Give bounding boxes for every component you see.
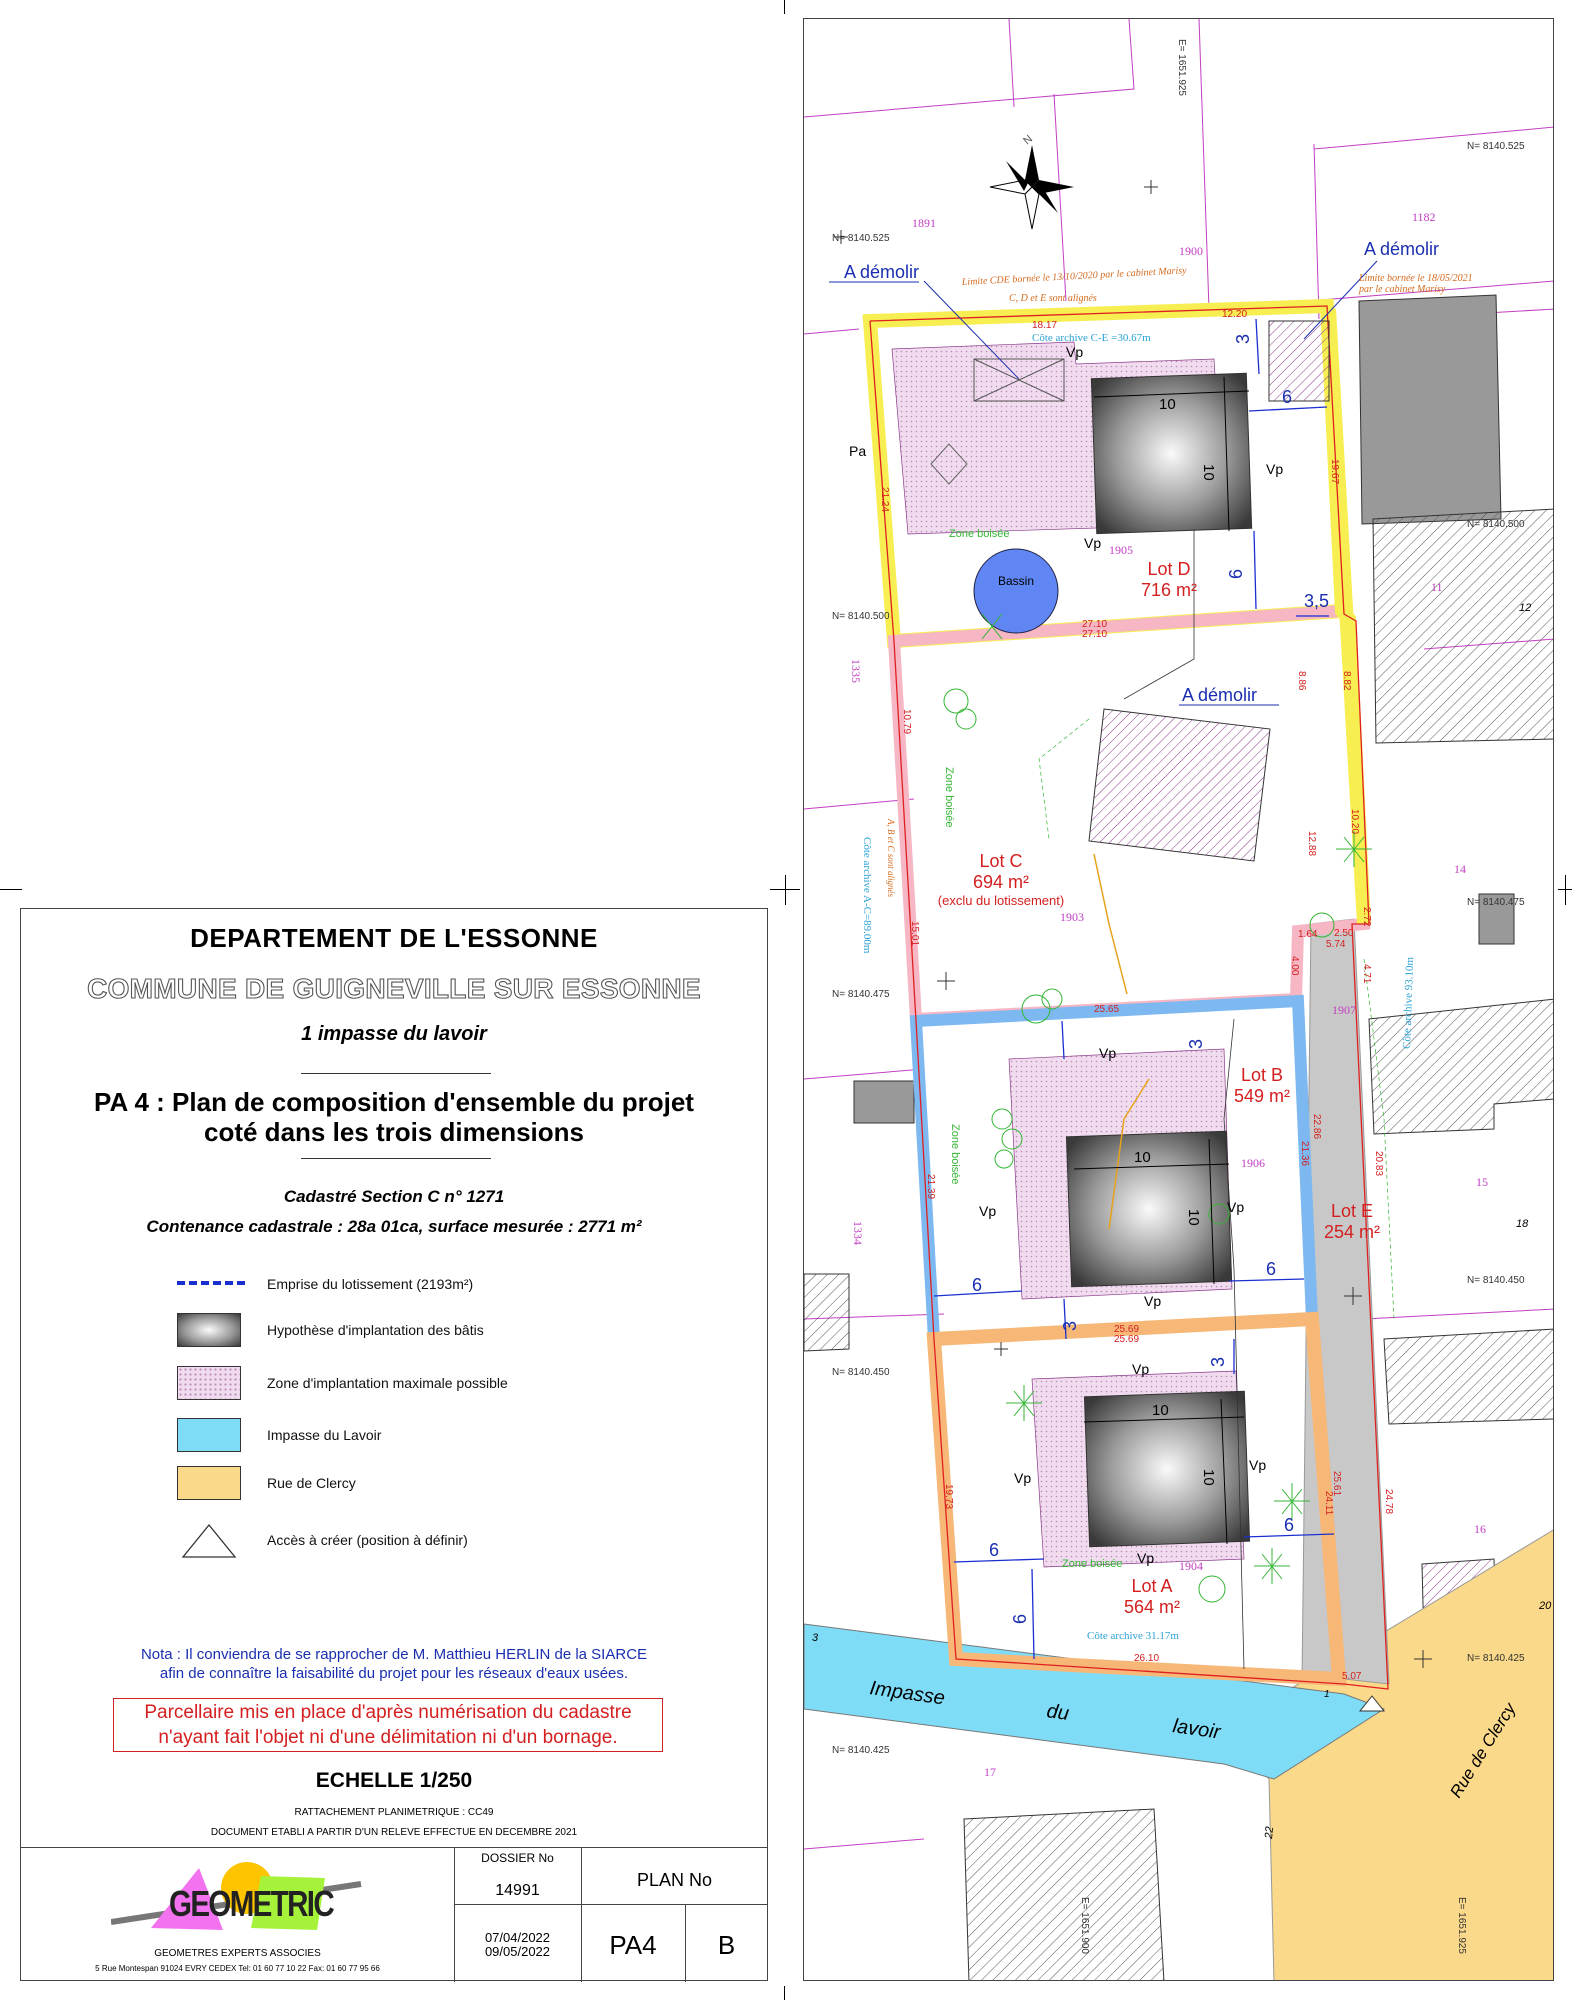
warning-line1: Parcellaire mis en place d'après numérisation du cadastre <box>144 1702 632 1723</box>
parcel-number: 1905 <box>1109 543 1133 557</box>
dim-red: 12.20 <box>1222 309 1248 320</box>
legend-swatch-rue <box>177 1466 241 1500</box>
document-note: DOCUMENT ETABLI A PARTIR D'UN RELEVE EFFECTUE EN DECEMBRE 2021 <box>210 1827 578 1838</box>
zone-boisee-label: Zone boisée <box>943 767 955 828</box>
vp-label: Vp <box>1132 1361 1150 1377</box>
parcel-number: 1906 <box>1241 1156 1265 1170</box>
archive-label: Côte archive C-E =30.67m <box>1032 332 1151 344</box>
dim-red: 22.86 <box>1311 1114 1322 1140</box>
setback-value: 6 <box>1010 1613 1030 1624</box>
vp-label: Vp <box>1066 344 1084 360</box>
lot-a-name: Lot A <box>1131 1576 1173 1596</box>
grid-label: N= 8140.525 <box>1467 141 1525 152</box>
dim-red: 25.69 <box>1114 1324 1140 1335</box>
dimension-value: 10 <box>1200 1469 1217 1486</box>
archive-label: Côte archive A-C=89.00m <box>861 837 873 954</box>
dim-red: 18.17 <box>1032 320 1058 331</box>
legend-item <box>157 1313 757 1349</box>
grid-label: N= 8140.500 <box>832 611 890 622</box>
crop-mark <box>1565 875 1566 905</box>
plan-title <box>21 1087 767 1147</box>
dim-red: 12.88 <box>1306 831 1317 857</box>
compass-north-label: N <box>1021 132 1036 148</box>
plan-title-line1: PA 4 : Plan de composition d'ensemble du projet <box>94 1087 694 1117</box>
divider <box>301 1073 491 1074</box>
dim-red: 21.39 <box>925 1174 936 1200</box>
limit-label: C, D et E sont alignés <box>1009 293 1097 304</box>
setback-value: 6 <box>1282 387 1293 407</box>
dimension-value: 10 <box>1152 1402 1169 1419</box>
grid-label: N= 8140.425 <box>1467 1653 1525 1664</box>
limit-label: par le cabinet Marisy <box>1359 284 1446 295</box>
grid-label: N= 8140.475 <box>1467 897 1525 908</box>
setback-value: 6 <box>1284 1515 1295 1535</box>
setback-value: 3 <box>1186 1038 1206 1049</box>
vp-label: Vp <box>1137 1550 1155 1566</box>
parcel-number: 3 <box>812 1632 819 1644</box>
warning-line2: n'ayant fait l'objet ni d'une délimitation ni d'un bornage. <box>158 1727 618 1748</box>
legend-label: Emprise du lotissement (2193m²) <box>267 1276 474 1292</box>
warning-box <box>113 1698 663 1752</box>
grid-label: E= 1651.925 <box>1176 39 1187 96</box>
dossier-label: DOSSIER No <box>481 1851 554 1865</box>
legend-item <box>157 1418 757 1454</box>
site-plan-drawing <box>804 19 1554 1981</box>
crop-mark <box>784 1986 785 2000</box>
parcel-number: 1182 <box>1412 210 1436 224</box>
legend-swatch-impasse <box>177 1418 241 1452</box>
pa-label: Pa <box>849 443 867 459</box>
parcel-number: 1907 <box>1332 1003 1356 1017</box>
parcel-number: 15 <box>1476 1175 1488 1189</box>
lot-e-name: Lot E <box>1330 1201 1374 1221</box>
scale-label: ECHELLE 1/250 <box>315 1769 473 1792</box>
parcel-number: 18 <box>1516 1218 1529 1230</box>
limit-label: A, B et C sont alignés <box>886 819 896 897</box>
logo-text: GEOMETRIC <box>169 1883 334 1924</box>
date-1: 07/04/2022 <box>484 1930 551 1945</box>
commune-title: COMMUNE DE GUIGNEVILLE SUR ESSONNE <box>87 973 701 1004</box>
dim-red: 21.36 <box>1299 1141 1310 1167</box>
legend-item <box>157 1523 757 1559</box>
dim-red: 15.01 <box>909 921 920 947</box>
dim-red: 5.74 <box>1326 939 1346 950</box>
lot-c-area: 694 m² <box>972 872 1030 892</box>
dim-red: 25.61 <box>1331 1471 1342 1497</box>
dim-red: 10.20 <box>1349 809 1360 835</box>
street-impasse-3: lavoir <box>1171 1715 1222 1744</box>
rattachement-note: RATTACHEMENT PLANIMETRIQUE : CC49 <box>294 1807 494 1818</box>
dim-red: 4.71 <box>1361 964 1372 984</box>
parcel-number: 20 <box>1539 1600 1552 1612</box>
dim-red: 24.11 <box>1323 1491 1334 1516</box>
dim-red: 25.69 <box>1114 1334 1140 1345</box>
vp-label: Vp <box>1099 1045 1117 1061</box>
vp-label: Vp <box>1014 1470 1032 1486</box>
contenance-line: Contenance cadastrale : 28a 01ca, surface mesurée : 2771 m² <box>146 1217 642 1236</box>
grid-label: N= 8140.425 <box>832 1745 890 1756</box>
dimension-value: 10 <box>1159 396 1176 413</box>
crop-mark <box>785 875 786 905</box>
setback-value: 6 <box>1266 1259 1277 1279</box>
nota-line1: Nota : Il conviendra de se rapprocher de M. Matthieu HERLIN de la SIARCE <box>140 1646 648 1663</box>
lot-b-name: Lot B <box>1240 1065 1284 1085</box>
setback-value: 3 <box>1060 1320 1080 1331</box>
dim-red: 27.10 <box>1082 619 1108 630</box>
dim-red: 27.10 <box>1082 629 1108 640</box>
legend-label: Accès à créer (position à définir) <box>267 1532 468 1548</box>
setback-value: 3,5 <box>1304 591 1330 611</box>
legend-item <box>157 1366 757 1402</box>
setback-value: 3 <box>1208 1356 1228 1367</box>
setback-value: 6 <box>972 1275 983 1295</box>
legend-swatch-triangle-icon <box>181 1523 237 1559</box>
crop-mark <box>784 0 785 14</box>
parcel-number: 1900 <box>1179 244 1203 258</box>
parcel-number: 22 <box>1263 1826 1277 1840</box>
legend-label: Zone d'implantation maximale possible <box>267 1375 508 1391</box>
zone-boisee-label: Zone boisée <box>949 1124 961 1185</box>
parcel-number: 17 <box>984 1765 996 1779</box>
zone-boisee-label: Zone boisée <box>949 528 1010 540</box>
dimension-value: 10 <box>1185 1209 1202 1226</box>
vp-label: Vp <box>1227 1199 1245 1215</box>
vp-label: Vp <box>1084 535 1102 551</box>
demolish-label: A démolir <box>844 262 920 282</box>
vp-label: Vp <box>1249 1457 1267 1473</box>
plan-label: PLAN No <box>636 1870 713 1890</box>
dim-red: 2.72 <box>1361 907 1372 927</box>
nota-note <box>21 1645 767 1683</box>
setback-value: 6 <box>1226 568 1246 579</box>
dim-red: 26.10 <box>1134 1653 1160 1664</box>
legend-label: Hypothèse d'implantation des bâtis <box>267 1322 484 1338</box>
dimension-value: 10 <box>1134 1149 1151 1166</box>
lot-e-area: 254 m² <box>1323 1222 1381 1242</box>
parcel-number: 1335 <box>849 659 863 683</box>
address-line: 1 impasse du lavoir <box>301 1023 487 1045</box>
parcel-number: 1334 <box>851 1221 865 1245</box>
dim-red: 21.24 <box>879 487 890 513</box>
lot-b-area: 549 m² <box>1233 1086 1291 1106</box>
demolish-label: A démolir <box>1364 239 1440 259</box>
legend-item <box>157 1267 757 1303</box>
archive-label: Côte archive 31.17m <box>1087 1630 1179 1642</box>
lot-d-name: Lot D <box>1147 559 1191 579</box>
dimension-value: 10 <box>1200 464 1217 481</box>
vp-label: Vp <box>1144 1293 1162 1309</box>
parcel-number: 12 <box>1519 602 1532 614</box>
legend-item <box>157 1466 757 1502</box>
grid-label: E= 1651.900 <box>1079 1897 1090 1954</box>
vp-label: Vp <box>979 1203 997 1219</box>
dim-red: 4.00 <box>1289 956 1300 976</box>
setback-value: 3 <box>1233 333 1253 344</box>
parcel-number: 1904 <box>1179 1559 1203 1573</box>
dim-red: 1.64 <box>1298 929 1318 940</box>
title-block-panel <box>20 908 768 1981</box>
legend-label: Impasse du Lavoir <box>267 1427 382 1443</box>
company-address: 5 Rue Montespan 91024 EVRY CEDEX Tel: 01 60 77 10 22 Fax: 01 60 77 95 66 <box>95 1964 380 1973</box>
department-title: DEPARTEMENT DE L'ESSONNE <box>190 923 598 953</box>
dim-red: 8.82 <box>1341 671 1352 691</box>
dim-red: 2.50 <box>1334 928 1354 939</box>
crop-mark <box>0 889 22 890</box>
cadastre-line: Cadastré Section C n° 1271 <box>283 1187 505 1206</box>
revision-letter: B <box>717 1930 736 1960</box>
dimension-lines <box>1074 377 1249 1544</box>
demolish-label: A démolir <box>1182 685 1258 705</box>
parcel-number: 1903 <box>1060 910 1084 924</box>
street-impasse-1: Impasse <box>868 1677 947 1710</box>
lot-d-area: 716 m² <box>1140 580 1198 600</box>
parcel-number: 16 <box>1474 1522 1486 1536</box>
plan-title-line2: coté dans les trois dimensions <box>204 1117 584 1147</box>
lot-a-area: 564 m² <box>1123 1597 1181 1617</box>
dim-red: 8.86 <box>1296 671 1307 691</box>
zone-boisee-label: Zone boisée <box>1062 1558 1123 1570</box>
grid-label: N= 8140.500 <box>1467 519 1525 530</box>
grid-label: N= 8140.475 <box>832 989 890 1000</box>
parcel-number: 1891 <box>912 216 936 230</box>
company-name: GEOMETRES EXPERTS ASSOCIES <box>154 1948 321 1959</box>
nota-line2: afin de connaître la faisabilité du projet pour les réseaux d'eaux usées. <box>159 1665 629 1682</box>
street-impasse-2: du <box>1045 1700 1071 1726</box>
setback-value: 6 <box>989 1540 1000 1560</box>
grid-label: E= 1651.925 <box>1456 1897 1467 1954</box>
legend-swatch-building <box>177 1313 241 1347</box>
cartouche-divider <box>454 1848 455 1982</box>
street-clercy: Rue de Clercy <box>1446 1699 1520 1802</box>
legend-swatch-dashed-line <box>177 1281 245 1285</box>
cartouche-divider <box>454 1904 768 1905</box>
plan-number: PA4 <box>609 1930 657 1960</box>
cartouche-divider <box>581 1848 582 1982</box>
bassin-label: Bassin <box>997 574 1035 588</box>
site-plan-map <box>803 18 1554 1981</box>
grid-label: N= 8140.450 <box>1467 1275 1525 1286</box>
cartouche <box>21 1847 767 1982</box>
dim-red: 10.79 <box>901 709 912 735</box>
vp-label: Vp <box>1266 461 1284 477</box>
parcel-number: 1 <box>1324 1689 1330 1700</box>
limit-label: Limite CDE bornée le 13/10/2020 par le cabinet Marisy <box>961 265 1187 288</box>
dim-red: 20.83 <box>1373 1151 1384 1177</box>
dim-red: 19.67 <box>1329 459 1340 485</box>
parcel-number: 14 <box>1454 862 1466 876</box>
legend-label: Rue de Clercy <box>267 1475 356 1491</box>
legend-swatch-zone <box>177 1366 241 1400</box>
grid-label: N= 8140.450 <box>832 1367 890 1378</box>
archive-label: Côte archive 93.10m <box>1401 956 1417 1050</box>
parcel-number: 11 <box>1431 580 1443 594</box>
dim-red: 5.07 <box>1342 1671 1362 1682</box>
dossier-number: 14991 <box>495 1882 540 1899</box>
lot-c-name: Lot C <box>979 851 1023 871</box>
limit-label: Limite bornée le 18/05/2021 <box>1359 273 1473 284</box>
date-2: 09/05/2022 <box>484 1944 551 1959</box>
grid-label: N= 8140.525 <box>832 233 890 244</box>
dim-red: 19.73 <box>943 1484 954 1510</box>
divider <box>301 1158 491 1159</box>
dim-red: 24.78 <box>1383 1489 1394 1515</box>
dim-red: 25.65 <box>1094 1004 1120 1015</box>
lot-c-note: (exclu du lotissement) <box>937 893 1065 908</box>
